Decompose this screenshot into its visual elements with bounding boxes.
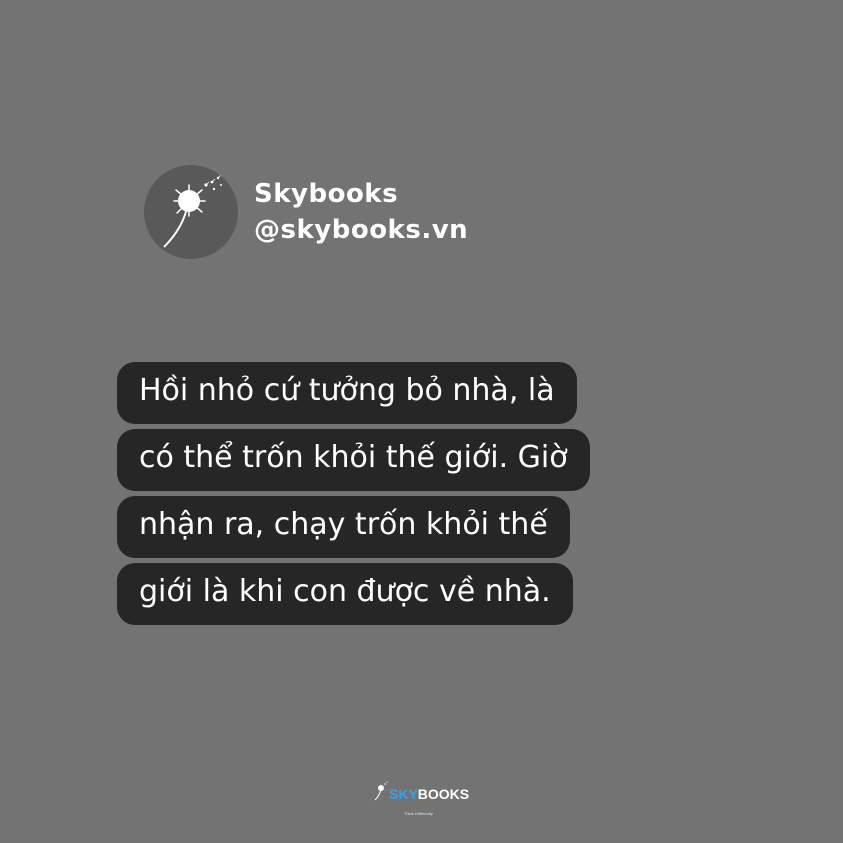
quote-block bbox=[117, 362, 590, 625]
handle[interactable]: @skybooks.vn bbox=[254, 215, 469, 245]
quote-line: nhận ra, chạy trốn khỏi thế bbox=[117, 496, 570, 558]
quote-line: giới là khi con được về nhà. bbox=[117, 563, 573, 625]
quote-line: có thể trốn khỏi thế giới. Giờ bbox=[117, 429, 590, 491]
logo-sky-text: SKY bbox=[389, 786, 418, 802]
logo-tagline: Think Differently bbox=[404, 811, 433, 816]
profile-header bbox=[144, 165, 468, 259]
profile-names bbox=[254, 179, 468, 245]
display-name[interactable]: Skybooks bbox=[254, 179, 399, 209]
logo-books-text: BOOKS bbox=[417, 786, 470, 802]
quote-line: Hồi nhỏ cứ tưởng bỏ nhà, là bbox=[117, 362, 577, 424]
avatar[interactable] bbox=[144, 165, 238, 259]
dandelion-icon bbox=[144, 165, 238, 259]
footer-logo bbox=[373, 780, 469, 802]
dandelion-icon bbox=[373, 780, 389, 802]
